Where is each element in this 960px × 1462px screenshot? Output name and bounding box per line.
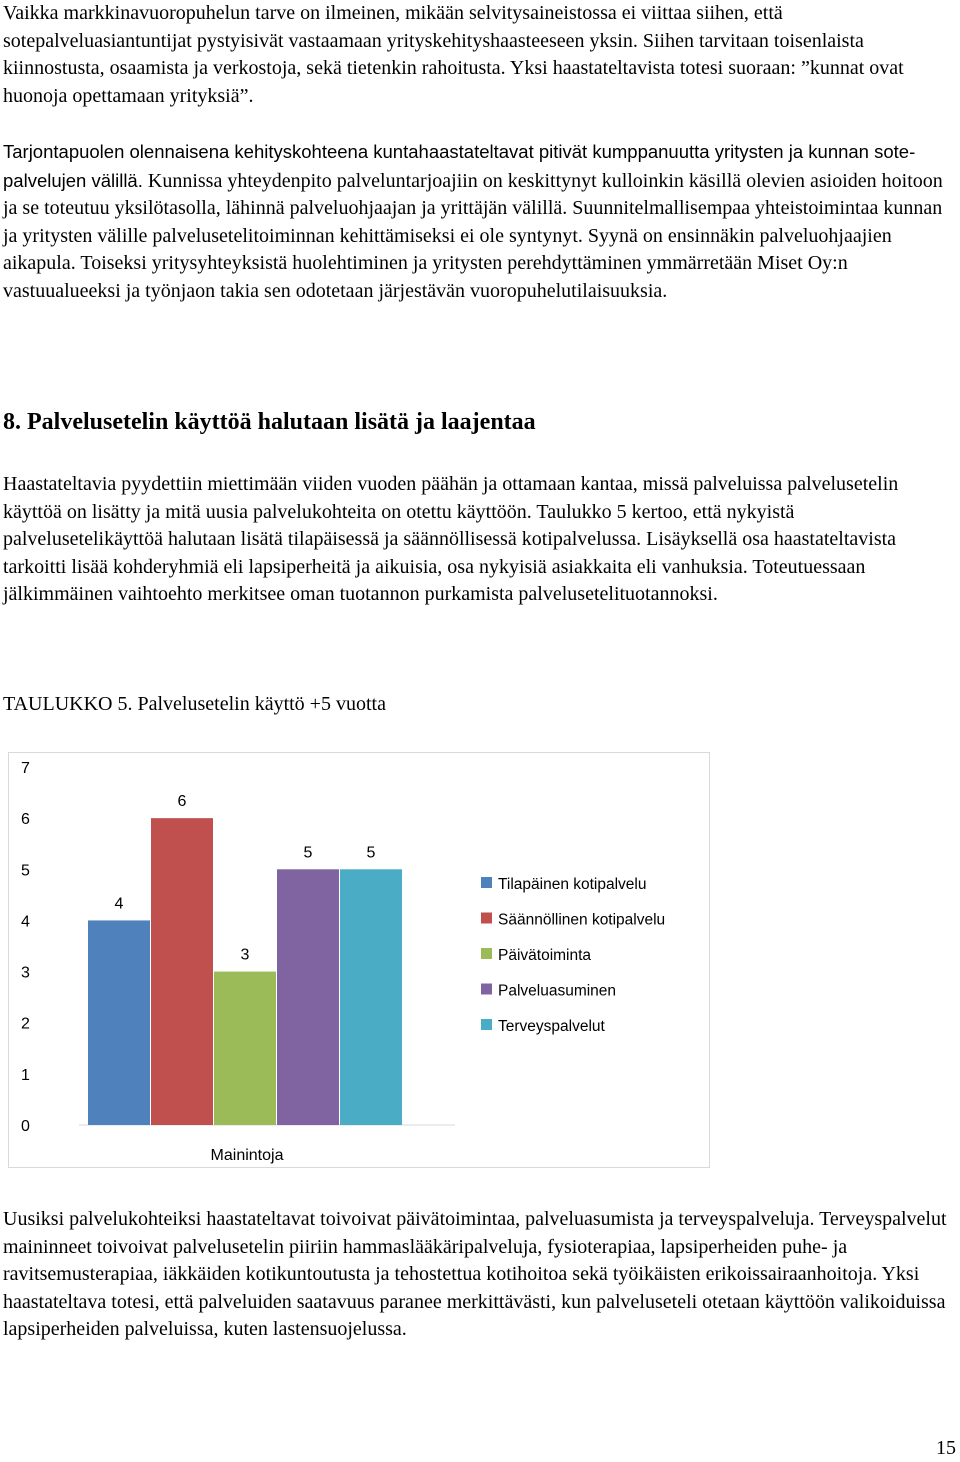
- y-tick-label: 3: [21, 964, 30, 982]
- x-axis-label: Mainintoja: [210, 1147, 284, 1164]
- y-tick-label: 0: [21, 1118, 30, 1135]
- bar: [151, 818, 213, 1125]
- legend-swatch: [481, 948, 492, 959]
- bar: [340, 869, 402, 1125]
- bar-chart: [8, 752, 710, 1168]
- legend-label: Tilapäinen kotipalvelu: [498, 876, 647, 893]
- legend: [481, 876, 665, 1035]
- y-tick-label: 5: [21, 862, 30, 880]
- legend-swatch: [481, 877, 492, 888]
- bar: [214, 972, 276, 1125]
- bar-chart-svg: [9, 753, 709, 1167]
- bar-data-label: 3: [240, 946, 250, 964]
- voucher-usage-paragraph: Haastateltavia pyydettiin miettimään viiden vuoden päähän ja ottamaan kantaa, missä palveluissa palvelusetelin käyttöä on lisätty ja mitä uusia palvelukohteita on otettu käyttöön. Taulukko 5 kertoo, että nykyistä palvelusetelikäyttöä halutaan lisätä tilapäisessä ja säännöllisessä kotipalvelussa. Lisäyksellä osa haastateltavista tarkoitti lisää kohderyhmiä eli lapsiperheitä ja aikuisia, osa nykyisiä asiakkaita eli vanhuksia. Toteutuessaan jälkimmäinen vaihtoehto merkitsee oman tuotannon purkamista palvelusetelituotannoksi.: [3, 473, 899, 605]
- partnership-body-text: Kunnissa yhteydenpito palveluntarjoajiin on keskittynyt kulloinkin käsillä olevien asioiden hoitoon ja se toteutuu yksilötasolla, lähinnä palveluohjaajan ja yrittäjän välillä. Suunnitelmallisempaa yhteistoimintaa kunnan ja yritysten välille palvelusetelitoiminnan kehittämiseksi ei ole syntynyt. Syynä on ensinnäkin palveluohjaajien aikapula. Toiseksi yritysyhteyksistä huolehtiminen ja yritysten perehdyttäminen ymmärretään Miset Oy:n vastuualueeksi ja työnjaon takia sen odotetaan järjestävän vuoropuhelutilaisuuksia.: [3, 169, 943, 302]
- bar: [277, 869, 339, 1125]
- new-services-paragraph: Uusiksi palvelukohteiksi haastateltavat toivoivat päivätoimintaa, palveluasumista ja terveyspalveluja. Terveyspalvelut maininneet toivoivat palvelusetelin piiriin hammaslääkäripalveluja, fysioterapiaa, lapsiperheiden puhe- ja ravitsemusterapiaa, iäkkäiden kotikuntoutusta ja tehostettua kotihoitoa sekä työikäisten erikoissairaanhoitoja. Yksi haastateltava totesi, että palveluiden saatavuus paranee merkittävästi, kun palveluseteli otetaan käyttöön valikoiduissa lapsiperheiden palveluissa, kuten lastensuojelussa.: [3, 1208, 947, 1340]
- y-tick-label: 6: [21, 811, 30, 829]
- section-heading: 8. Palvelusetelin käyttöä halutaan lisätä ja laajentaa: [3, 409, 536, 435]
- legend-label: Terveyspalvelut: [498, 1018, 605, 1035]
- y-tick-label: 4: [21, 913, 30, 931]
- bar-data-label: 6: [177, 793, 187, 811]
- legend-swatch: [481, 913, 492, 924]
- intro-paragraph: Vaikka markkinavuoropuhelun tarve on ilmeinen, mikään selvitysaineistossa ei viittaa siihen, että sotepalveluasiantuntijat pystyisivät vastaamaan yrityskehityshaasteeseen yksin. Siihen tarvitaan toisenlaista kiinnostusta, osaamista ja verkostoja, sekä tietenkin rahoitusta. Yksi haastateltavista totesi suoraan: ”kunnat ovat huonoja opettamaan yrityksiä”.: [3, 2, 904, 107]
- legend-swatch: [481, 1019, 492, 1030]
- bar-data-label: 5: [366, 844, 376, 862]
- legend-label: Päivätoiminta: [498, 947, 592, 964]
- partnership-lead-sentence: Tarjontapuolen olennaisena kehityskohteena kuntahaastateltavat pitivät kumppanuutta yritysten ja kunnan sote-palvelujen välillä.: [3, 141, 916, 191]
- bars-group: [88, 793, 402, 1125]
- bar: [88, 920, 150, 1125]
- page-number: 15: [936, 1437, 956, 1459]
- bar-data-label: 4: [114, 895, 124, 913]
- y-tick-label: 1: [21, 1066, 30, 1084]
- y-tick-label: 2: [21, 1015, 30, 1033]
- legend-label: Palveluasuminen: [498, 982, 617, 1000]
- y-axis-ticks: [21, 760, 30, 1135]
- legend-label: Säännöllinen kotipalvelu: [498, 911, 666, 929]
- legend-swatch: [481, 984, 492, 995]
- y-tick-label: 7: [21, 760, 30, 777]
- partnership-paragraph: [3, 138, 955, 305]
- bar-data-label: 5: [303, 844, 313, 862]
- table-caption: TAULUKKO 5. Palvelusetelin käyttö +5 vuotta: [3, 693, 386, 715]
